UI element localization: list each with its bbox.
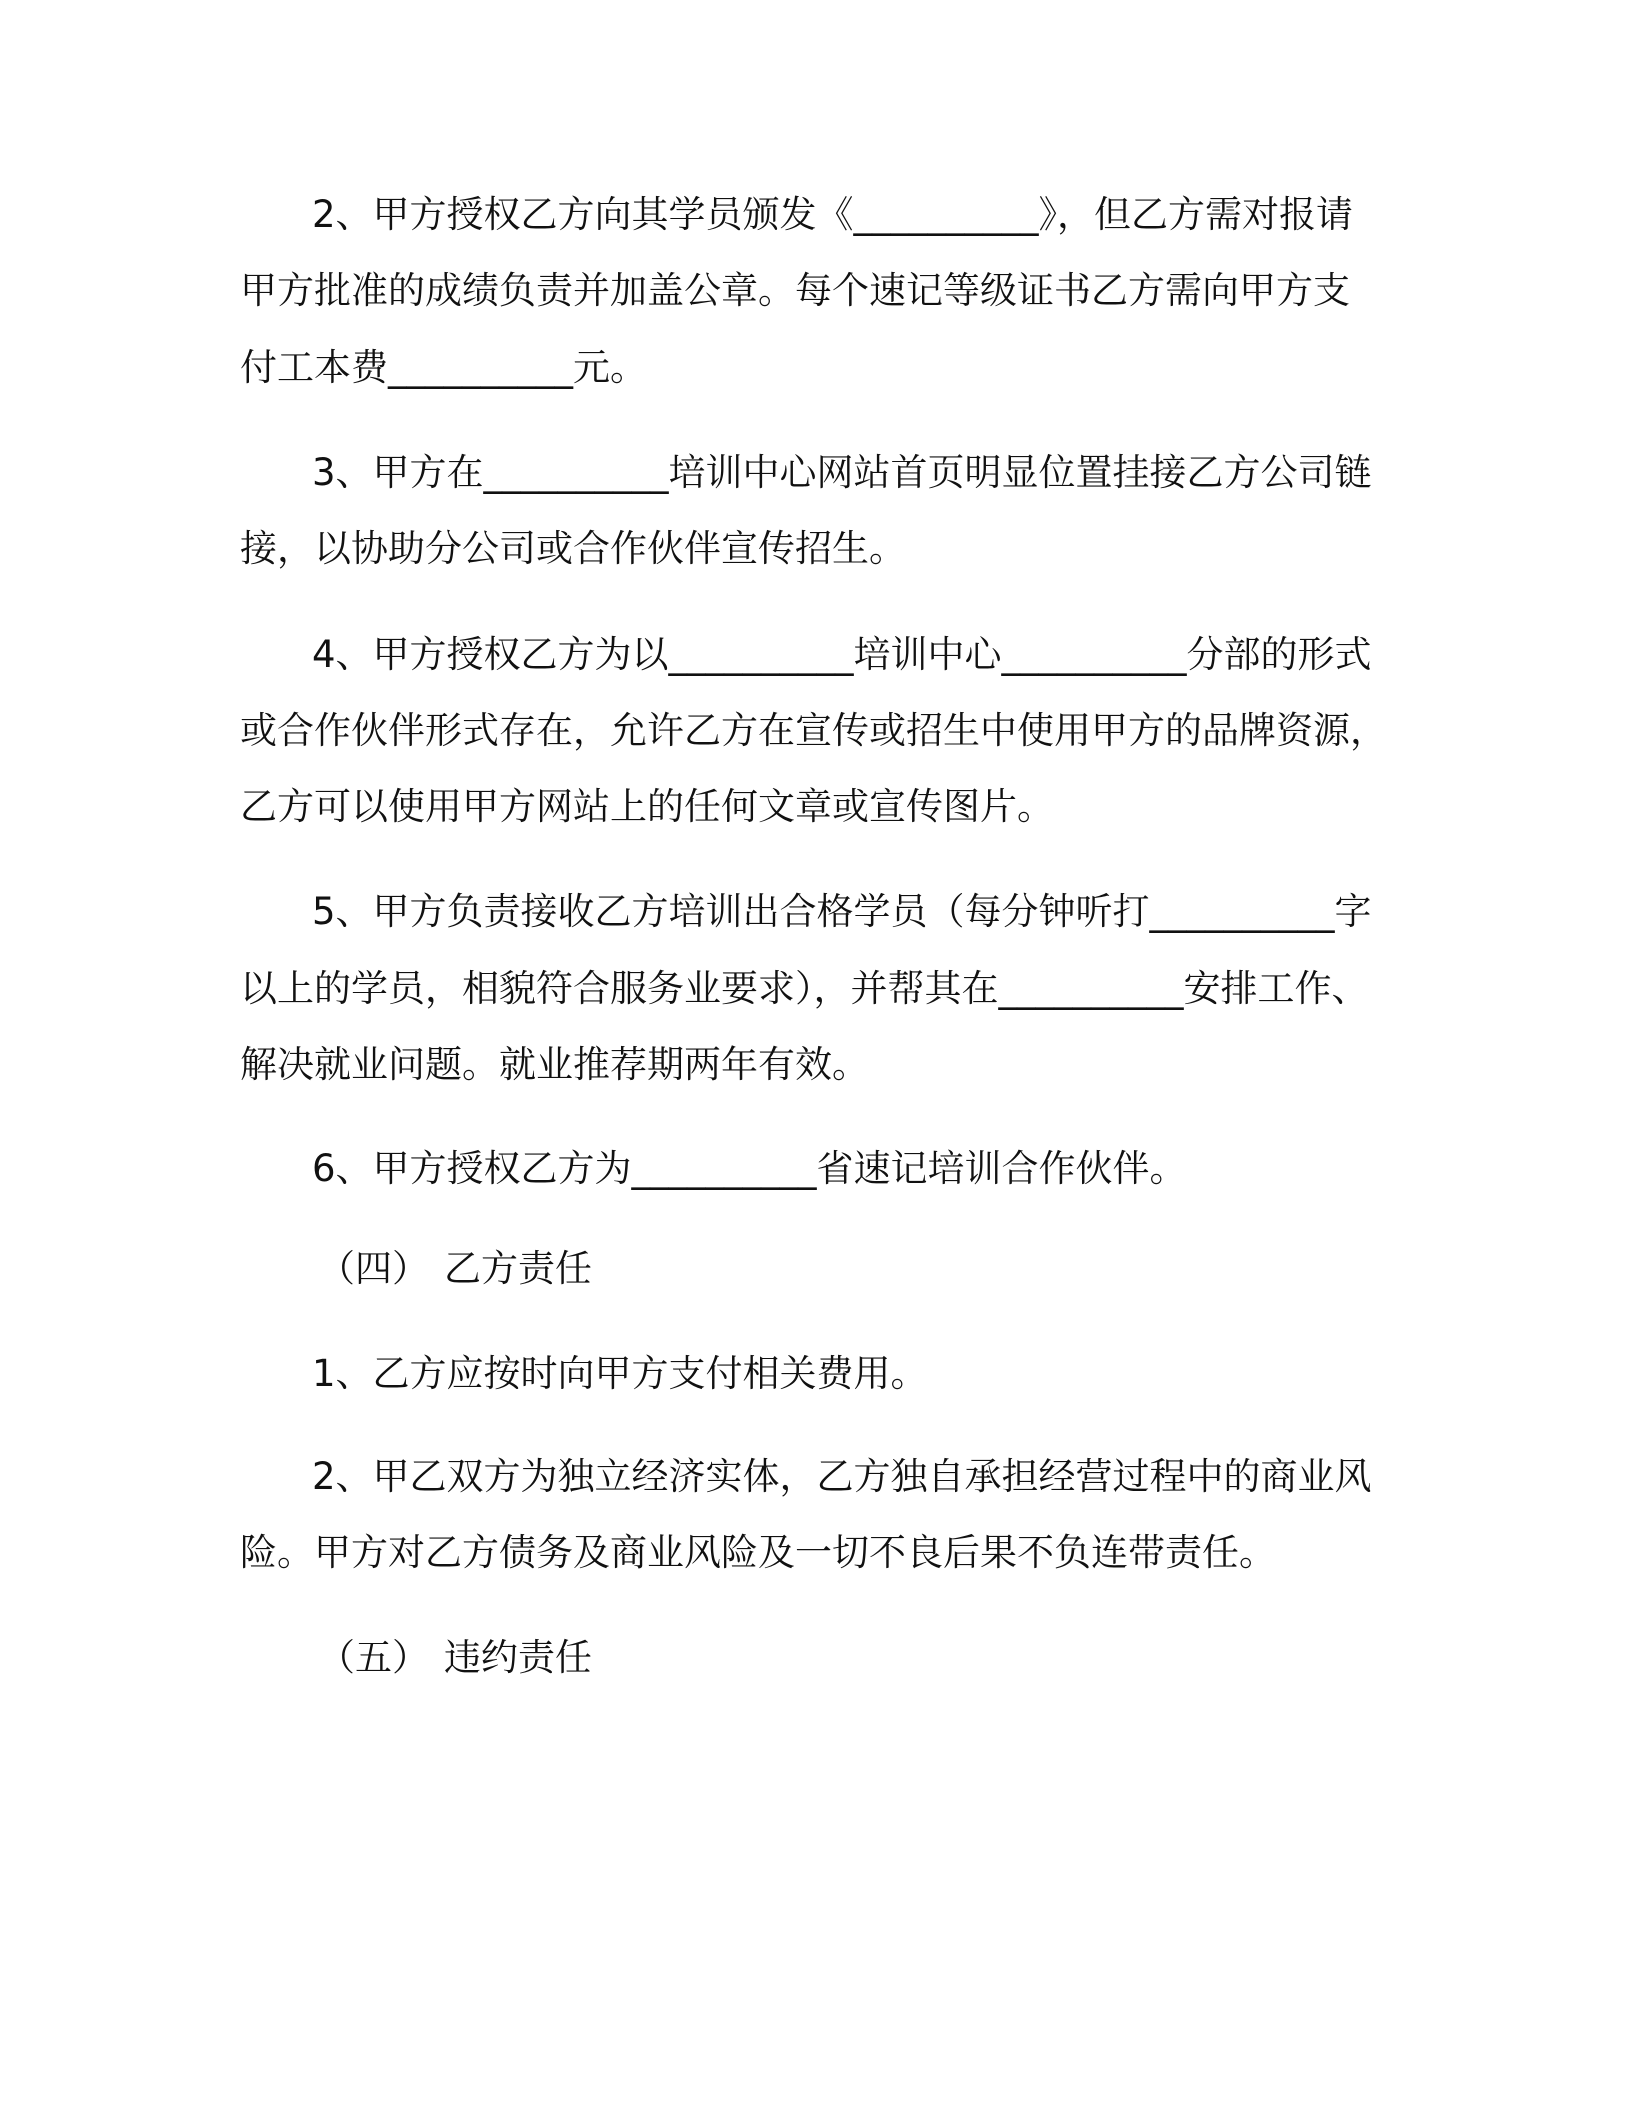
clause-4-line-2: 或合作伙伴形式存在，允许乙方在宣传或招生中使用甲方的品牌资源， (240, 709, 1387, 752)
party-b-clause-2-line-2: 险。甲方对乙方债务及商业风险及一切不良后果不负连带责任。 (240, 1531, 1276, 1574)
clause-2-line-3: 付工本费__________元。 (240, 346, 647, 389)
clause-4-line-1: 4、甲方授权乙方为以__________培训中心__________分部的形式 (312, 633, 1372, 676)
section-4-title: 乙方责任 (444, 1247, 592, 1290)
clause-6-line-1: 6、甲方授权乙方为__________省速记培训合作伙伴。 (312, 1147, 1187, 1190)
section-4-number: （四） (318, 1247, 429, 1290)
clause-3-line-2: 接，以协助分公司或合作伙伴宣传招生。 (240, 527, 906, 570)
clause-5-line-1: 5、甲方负责接收乙方培训出合格学员（每分钟听打__________字 (312, 890, 1372, 933)
clause-5-line-2: 以上的学员，相貌符合服务业要求），并帮其在__________安排工作、 (240, 967, 1369, 1010)
section-5-number: （五） (318, 1636, 429, 1679)
party-b-clause-2-line-1: 2、甲乙双方为独立经济实体，乙方独自承担经营过程中的商业风 (312, 1455, 1372, 1498)
clause-4-line-3: 乙方可以使用甲方网站上的任何文章或宣传图片。 (240, 785, 1054, 828)
party-b-clause-1: 1、乙方应按时向甲方支付相关费用。 (312, 1352, 928, 1395)
clause-2-line-1: 2、甲方授权乙方向其学员颁发《__________》，但乙方需对报请 (312, 193, 1354, 236)
clause-5-line-3: 解决就业问题。就业推荐期两年有效。 (240, 1043, 869, 1086)
section-5-heading (318, 1636, 592, 1679)
clause-3-line-1: 3、甲方在__________培训中心网站首页明显位置挂接乙方公司链 (312, 451, 1372, 494)
section-5-title: 违约责任 (444, 1636, 592, 1679)
section-4-heading (318, 1247, 592, 1290)
clause-2-line-2: 甲方批准的成绩负责并加盖公章。每个速记等级证书乙方需向甲方支 (240, 269, 1350, 312)
